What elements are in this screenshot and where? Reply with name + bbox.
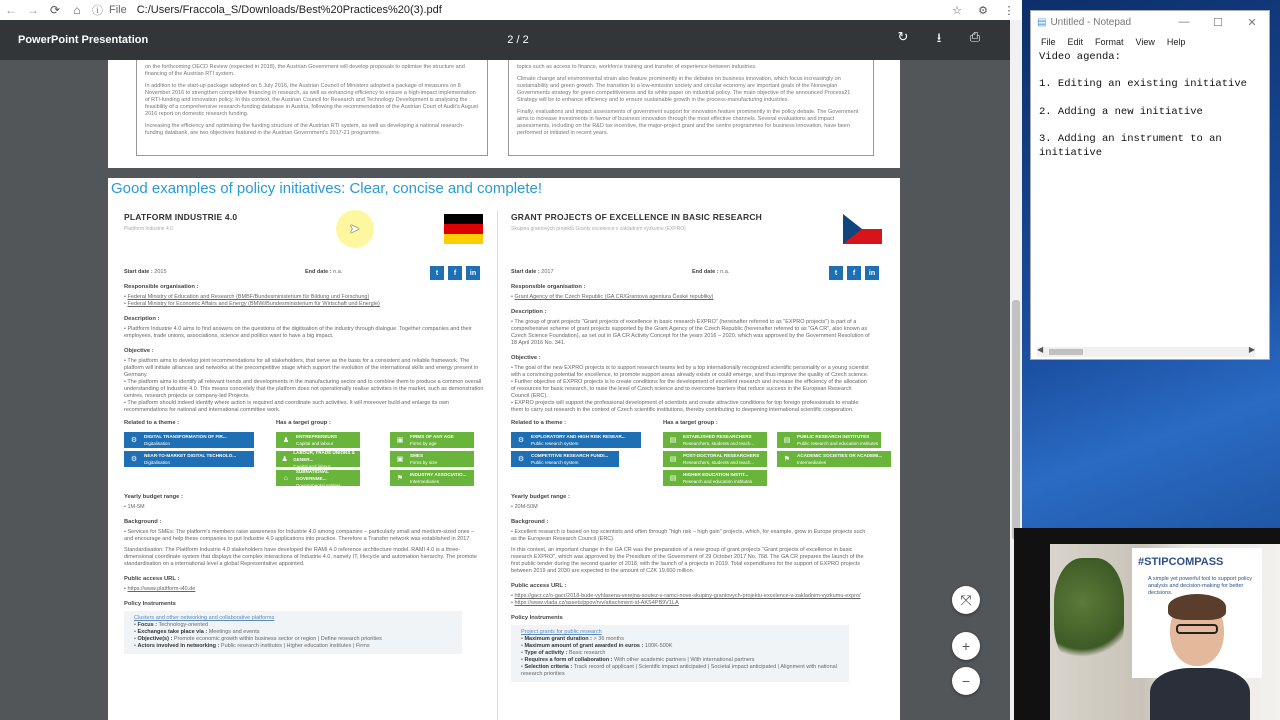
start-date-label: Start date : bbox=[124, 269, 153, 275]
policy-instruments-box: Clusters and other networking and collaborative platforms • Focus : Technology-oriented • Exchanges take place via : Meetings and events • Objective(s) : Promote economic growth within business sector or region | Define research priorities • Actors involved in networking : Public research institutes | Higher education institutes | Firms bbox=[124, 611, 462, 654]
notepad-menu-bar bbox=[1031, 33, 1269, 51]
start-date-value: 2017 bbox=[541, 269, 554, 275]
linkedin-icon[interactable]: in bbox=[466, 266, 480, 280]
notepad-titlebar[interactable] bbox=[1031, 11, 1269, 33]
target-icon: ▣ bbox=[396, 455, 404, 463]
target-tag[interactable] bbox=[390, 451, 474, 467]
target-icon: ▤ bbox=[669, 474, 677, 482]
tag-title: NEAR-TO-MARKET DIGITAL TECHNOLO... bbox=[144, 453, 237, 458]
target-tag[interactable] bbox=[276, 432, 360, 448]
background-text: Excellent research is based on top scientists and often through "high risk – high gain" projects, which, for example, grow in Europe projects such as the European Research Council (ERC). bbox=[511, 529, 866, 542]
tag-sub: Capital and labour bbox=[296, 441, 334, 446]
policy-instruments-box: Project grants for public research • Maximum grant duration : > 36 months • Maximum amount of grant awarded in euros : 100K-500K • Type of activity : Basic research • Requires a form of collaboration : With other academic partners | With international partners • Selection criteria : Track record of applicant | Scientific impact anticipated | Societal impact anticipated | Alignment with national research priorities bbox=[511, 625, 849, 682]
info-icon[interactable]: ⓘ bbox=[92, 5, 103, 17]
background-text: Services for SMEs: The platform's members raise awareness for Industrie 4.0 among companies – particularly small and medium-sized ones – and encourage and help these companies to put Industrie 4.0 applications into practice. Therefore a Transfer network was established in 2017. bbox=[124, 529, 475, 542]
czech-flag-icon bbox=[843, 214, 882, 244]
initiative-title: GRANT PROJECTS OF EXCELLENCE IN BASIC RESEARCH bbox=[511, 212, 763, 222]
url-scheme: File bbox=[109, 4, 127, 16]
webcam-overlay bbox=[1014, 528, 1280, 720]
theme-icon: ⚙ bbox=[130, 436, 138, 444]
responsible-org-link[interactable]: Federal Ministry of Education and Research (BMBF/Bundesministerium für Bildung und Forschung) bbox=[127, 294, 370, 300]
notepad-horizontal-scrollbar[interactable] bbox=[1037, 347, 1255, 357]
notepad-text-area[interactable]: Video agenda: 1. Editing an existing initiative 2. Adding a new initiative 3. Adding an instrument to an initiative bbox=[1039, 51, 1247, 159]
tag-sub: Research and education institutes bbox=[683, 479, 753, 484]
target-tag[interactable] bbox=[777, 432, 881, 448]
instrument-key: Maximum grant duration : bbox=[524, 636, 592, 642]
objective-item: The goal of the new EXPRO projects is to support research teams led by a top internationally recognized scientific personality or a young scientist with a convincing potential for excellence, to promote support areas already exists or could emerge, and thus improve the quality of Czech science. bbox=[511, 365, 869, 378]
poster-text: A simple yet powerful tool to support policy analysis and decision-making for better decisions. bbox=[1148, 576, 1252, 596]
target-label: Has a target group : bbox=[663, 420, 718, 426]
scrollbar-thumb[interactable] bbox=[1012, 300, 1020, 540]
theme-tag[interactable] bbox=[511, 432, 641, 448]
linkedin-icon[interactable]: in bbox=[865, 266, 879, 280]
theme-tag[interactable] bbox=[511, 451, 619, 467]
instrument-key: Requires a form of collaboration : bbox=[524, 657, 613, 663]
section-label: Policy Instruments bbox=[124, 601, 176, 607]
target-tag[interactable] bbox=[390, 432, 474, 448]
fit-page-icon: ⤧ bbox=[960, 591, 972, 608]
instrument-value: Promote economic growth within business sector or region | Define research priorities bbox=[173, 636, 382, 642]
menu-view[interactable]: View bbox=[1135, 37, 1155, 47]
tag-sub: Public research system bbox=[531, 441, 579, 446]
objective-item: The platform aims to develop joint recommendations for all stakeholders, that serve as the basis for a consistent and reliable framework. The platform will initiate alliances and networks at the precompetitive stage which support the evolution of the international skills and energy present in Germany. bbox=[124, 358, 479, 378]
close-icon[interactable]: ✕ bbox=[1247, 16, 1257, 29]
bookmark-star-icon[interactable]: ☆ bbox=[952, 4, 962, 17]
initiative-subtitle: Plattform Industrie 4.0 bbox=[124, 226, 173, 232]
pdf-toolbar bbox=[0, 20, 1010, 60]
instrument-link[interactable]: Project grants for public research bbox=[521, 629, 602, 635]
target-icon: ⚑ bbox=[783, 455, 791, 463]
home-icon[interactable]: ⌂ bbox=[73, 3, 81, 17]
section-label: Yearly budget range : bbox=[124, 494, 183, 500]
tag-title: POST-DOCTORAL RESEARCHERS bbox=[683, 453, 760, 458]
section-label: Objective : bbox=[511, 355, 541, 361]
target-tag[interactable] bbox=[390, 470, 474, 486]
section-label: Yearly budget range : bbox=[511, 494, 570, 500]
scroll-left-icon[interactable]: ◀ bbox=[1037, 345, 1044, 354]
instrument-value: Track record of applicant | Scientific impact anticipated | Societal impact anticipated | Alignment with national research priorities bbox=[521, 664, 837, 677]
plant-image bbox=[1054, 558, 1124, 668]
section-label: Background : bbox=[124, 519, 162, 525]
prev-left-paragraph: In addition to the start-up package adopted on 5 July 2016, the Austrian Council of Ministers adopted a package of measures on 8 November 2016 to strengthen competitive financing in research, as well as enhancing efficiency to ensure a high-impact implementation of RTI-funding and innovation policy. In this context, the Austrian Council for Research and Technology Development is analysing the feasibility of a comprehensive research-funding database in Austria, following the recommendation of the Austrian Court of Audit's August 2016 report on domestic research funding. bbox=[145, 83, 479, 117]
prev-page-left-column bbox=[136, 60, 488, 156]
public-url-link[interactable]: https://www.plattform-i40.de bbox=[127, 586, 196, 592]
tag-sub: Researchers, students and teach... bbox=[683, 441, 755, 446]
pdf-viewer[interactable] bbox=[0, 60, 1010, 720]
target-icon: ▤ bbox=[669, 436, 677, 444]
column-divider bbox=[497, 210, 498, 720]
public-url-link[interactable]: https://www.vlada.cz/assets/ppov/rvv/attachment-id-AKS4PB9V1LA bbox=[514, 600, 679, 606]
budget-value: 20M-50M bbox=[514, 504, 538, 510]
end-date-value: n.a. bbox=[720, 269, 730, 275]
start-date-label: Start date : bbox=[511, 269, 540, 275]
initiative-card-right: GRANT PROJECTS OF EXCELLENCE IN BASIC RESEARCH Skupina grantových projektů Granty excelence v základním výzkumu (EXPRO) t f in Start date : 2017 End date : n.a. Responsible organisation : • Grant Agency of the Czech Republic (GA CR/Grantová agentura České republiky) Description : • The group of grant projects "Grant projects of excellence in basic research EXPRO" (hereinafter referred to as "EXPRO projects") is part of a comprehensive scheme of grant projects supported by the Grant Agency of the Czech Republic (hereinafter referred to as "GA CR", also known as Czech Science Foundation), as set out in GA CR Activity Concept for the years 2016 – 2020, which was approved by the Government Resolution of 18 April 2016 No. 341. Objective : • The goal of the new EXPRO projects is to support research teams led by a top internationally recognized scientific personality or a young scientist with a convincing potential for excellence, to promote support areas already exists or could emerge, and thus improve the quality of Czech science. • Further objective of EXPRO projects is to create conditions for the development of excellent research and increase the efficiency of the allocation of resources for basic research, to raise the level of Czech science and to overcome barriers that reduce success in the European Research Council (ERC). • EXPRO projects will support the professional development of scientists and create attractive conditions for top foreign professionals to enable them to carry out research in the context of Czech scientific institutions, thereby contributing to deepening international scientific cooperation. Related to a theme : ⚙ EXPLORATORY AND HIGH RISK RESEAR... Public research system ⚙ COMPETITIVE RESEARCH FUNDI... Public research system Has a target group : ▤ ESTABLISHED RESEARCHERS Researchers, students and teach... ▤ PUBLIC RESEARCH INSTITUTES Public research and education institutes ▤ POST-DOCTORAL RESEARCHERS Researchers, students and teach... ⚑ ACADEMIC SOCIETIES OR ACADEMI... Intermediaries ▤ HIGHER EDUCATION INSTIT... Research and education institutes Yearly budget range : • 20M-50M Background : • Excellent research is based on top scientists and often through "high risk – high gain" projects, which, for example, grow in Europe projects such as the European Research Council (ERC). In this context, an important change in the GA CR was the preparation of a new group of grant projects "Grant projects of excellence in basic research EXPRO", which was approved by the Presidium of the Government of 29 October 2017 No. 768. The GA CR prepares the launch of the first public tender during the second quarter of 2018, with the launch of a projects in 2019. Total expenditures for the support of EXPRO projects between 2019 and 2030 are expected to the amount of CZK 19,600 million. Public access URL : • https://gacr.cz/o-gacr/2018-bude-vyhlasena-verejna-soutez-v-ramci-nove-skupiny-grantovych-projektu-excelence-v-zakladnim-vyzkumu-expro/ • https://www.vlada.cz/assets/ppov/rvv/attachment-id-AKS4PB9V1LA Policy Instruments Project grants for public research • Maximum grant duration : > 36 months • Maximum amount of grant awarded in euros : 100K-500K • Type of activity : Basic research • Requires a form of collaboration : With other academic partners | With international partners • Selection criteria : Track record of applicant | Scientific impact anticipated | Societal impact anticipated | Alignment with national research priorities bbox=[511, 214, 881, 233]
target-icon: ♟ bbox=[282, 436, 290, 444]
tag-title: EXPLORATORY AND HIGH RISK RESEAR... bbox=[531, 434, 626, 439]
target-icon: ▤ bbox=[669, 455, 677, 463]
facebook-icon[interactable]: f bbox=[847, 266, 861, 280]
extension-icon[interactable]: ⚙ bbox=[978, 4, 988, 17]
back-icon[interactable]: ← bbox=[5, 3, 17, 17]
scroll-right-icon[interactable]: ▶ bbox=[1248, 345, 1255, 354]
budget-value: 1M-5M bbox=[127, 504, 145, 510]
target-tag[interactable] bbox=[663, 451, 767, 467]
theme-icon: ⚙ bbox=[517, 455, 525, 463]
objective-item: The platform should indeed identify where action is required and coordinate such activities. It will moreover build and enlarge its own recommendations for national and international committee work. bbox=[124, 400, 449, 413]
target-tag[interactable] bbox=[276, 470, 360, 486]
menu-help[interactable]: Help bbox=[1166, 37, 1186, 47]
dates-row bbox=[124, 269, 424, 276]
target-icon: ⚑ bbox=[396, 474, 404, 482]
tag-title: SUBNATIONAL GOVERNME... bbox=[295, 468, 329, 481]
germany-flag-icon bbox=[444, 214, 483, 244]
instrument-key: Objective(s) : bbox=[137, 636, 173, 642]
responsible-org-link[interactable]: Federal Ministry for Economic Affairs and Energy (BMWi/Bundesministerium für Wirtschaft und Energie) bbox=[127, 301, 380, 307]
mouse-cursor-icon: ➤ bbox=[349, 221, 360, 236]
url-field[interactable]: C:/Users/Fraccola_S/Downloads/Best%20Practices%20(3).pdf bbox=[136, 4, 442, 16]
prev-left-paragraph: Increasing the efficiency and optimising the funding structure of the Austrian RTI system, as well as developing a national research-funding databank, are two objectives featured in the Austrian Government's 2017-21 programme. bbox=[145, 123, 464, 136]
zoom-in-button[interactable] bbox=[952, 632, 980, 660]
tag-title: COMPETITIVE RESEARCH FUNDI... bbox=[531, 453, 609, 458]
dates-row bbox=[511, 269, 811, 276]
poster-title: #STIPCOMPASS bbox=[1138, 556, 1224, 568]
target-tag[interactable] bbox=[276, 451, 360, 467]
initiative-title: PLATFORM INDUSTRIE 4.0 bbox=[124, 212, 238, 222]
forward-icon[interactable]: → bbox=[27, 3, 39, 17]
target-icon: ♟ bbox=[281, 455, 288, 463]
responsible-org-link[interactable]: Grant Agency of the Czech Republic (GA CR/Grantová agentura České republiky) bbox=[514, 294, 714, 300]
theme-tag[interactable] bbox=[124, 432, 254, 448]
print-icon[interactable]: ⎙ bbox=[969, 29, 981, 44]
tag-title: INDUSTRY ASSOCIATIO... bbox=[410, 472, 467, 477]
target-tag[interactable] bbox=[777, 451, 891, 467]
menu-edit[interactable]: Edit bbox=[1067, 37, 1084, 47]
tag-title: HIGHER EDUCATION INSTIT... bbox=[683, 472, 749, 477]
start-date-value: 2015 bbox=[154, 269, 167, 275]
download-icon[interactable]: ⭳ bbox=[936, 30, 942, 45]
tag-sub: Researchers, students and teach... bbox=[683, 460, 755, 465]
tag-sub: Public research system bbox=[531, 460, 579, 465]
tag-sub: Intermediaries bbox=[410, 479, 440, 484]
zoom-out-button[interactable] bbox=[952, 667, 980, 695]
objective-item: Further objective of EXPRO projects is to create conditions for the development of excellent research and increase the efficiency of the allocation of resources for basic research, to raise the level of Czech science and to overcome barriers that reduce success in the European Research Council (ERC). bbox=[511, 379, 867, 399]
initiative-subtitle: Skupina grantových projektů Granty excelence v základním výzkumu (EXPRO) bbox=[511, 226, 686, 232]
previous-page bbox=[108, 60, 900, 168]
facebook-icon[interactable]: f bbox=[448, 266, 462, 280]
pdf-title: PowerPoint Presentation bbox=[18, 34, 149, 46]
pdf-page bbox=[108, 178, 900, 720]
notepad-scroll-thumb[interactable] bbox=[1049, 349, 1083, 355]
tag-title: DIGITAL TRANSFORMATION OF FIR... bbox=[144, 434, 227, 439]
instrument-value: Public research institutes | Higher education institutes | Firms bbox=[220, 643, 370, 649]
maximize-icon[interactable]: ☐ bbox=[1213, 16, 1223, 29]
page-indicator[interactable]: 2 / 2 bbox=[507, 34, 529, 46]
section-label: Responsible organisation : bbox=[124, 284, 199, 290]
background-text: Standardisation: The Plattform Industrie 4.0 stakeholders have developed the RAMI 4.0 reference architecture model. RAMI 4.0 is a three-dimensional coordinate system that displays the complex interactions of Industrie 4.0, namely IT, lifecycle and automation hierarchy. The promote standardisation on a international level a global Representative appointed. bbox=[124, 547, 477, 567]
notepad-app-icon: ▤ bbox=[1037, 16, 1047, 28]
tag-title: ESTABLISHED RESEARCHERS bbox=[683, 434, 752, 439]
twitter-icon[interactable]: t bbox=[430, 266, 444, 280]
menu-format[interactable]: Format bbox=[1095, 37, 1124, 47]
instrument-value: Technology-oriented bbox=[158, 622, 209, 628]
tag-title: LABOUR, TRADE UNIONS & GENER... bbox=[293, 449, 355, 462]
objective-item: The platform aims to identify all relevant trends and developments in the manufacturing sector and to combine them to produce a common overall understanding of Industrie 4.0. This means concretely that the platform does not operationally realise activities in the market, such as demonstration centres, research projects or company-led Projects. bbox=[124, 379, 484, 399]
target-label: Has a target group : bbox=[276, 420, 331, 426]
prev-right-paragraph: Climate change and environmental strain also feature prominently in the debates on business innovation, which focus increasingly on sustainability and green growth. The transition to a low-emission society and circular economy are important goals of the Norwegian Governments strategy for green competitiveness and its white paper on industrial policy. The main objective of the announced Process21 Strategy will be to enhance efficiency and to ensure sustainable growth in the process-manufacturing industries. bbox=[517, 76, 851, 103]
twitter-icon[interactable]: t bbox=[829, 266, 843, 280]
public-url-link[interactable]: https://gacr.cz/o-gacr/2018-bude-vyhlasena-verejna-soutez-v-ramci-nove-skupiny-grantovych-projektu-excelence-v-zakladnim-vyzkumu-expro/ bbox=[514, 593, 861, 599]
section-label: Policy Instruments bbox=[511, 615, 563, 621]
section-label: Description : bbox=[124, 316, 160, 322]
theme-label: Related to a theme : bbox=[511, 420, 567, 426]
fit-page-button[interactable] bbox=[952, 586, 980, 614]
description-text: Plattform Industrie 4.0 aims to find answers on the questions of the digitisation of the industry through dialogue. Together companies and their employees, trade unions, associations, science and politics want to have a big impact. bbox=[124, 326, 472, 339]
instrument-key: Type of activity : bbox=[524, 650, 568, 656]
prev-right-paragraph: Finally, evaluations and impact assessments of government support for innovation feature prominently in the policy debate. The Government aims to increase investments in favour of business innovation through the most effective channels. Several evaluations and impact assessments, including on the R&D tax incentive, the major-project grant and the centre programmes for business innovation, have been performed or initiated in recent years. bbox=[517, 109, 859, 136]
presenter-image bbox=[1150, 598, 1250, 720]
objective-item: EXPRO projects will support the professional development of scientists and create attractive conditions for top foreign professionals to enable them to carry out research in the context of Czech scientific institutions, thereby contributing to deepening international scientific cooperation. bbox=[511, 400, 859, 413]
initiative-card-left: PLATFORM INDUSTRIE 4.0 Plattform Industrie 4.0 t f in Start date : 2015 End date : n.a. Responsible organisation : • Federal Ministry of Education and Research (BMBF/Bundesministerium für Bildung und Forschung) • Federal Ministry for Economic Affairs and Energy (BMWi/Bundesministerium für Wirtschaft und Energie) Description : • Plattform Industrie 4.0 aims to find answers on the questions of the digitisation of the industry through dialogue. Together companies and their employees, trade unions, associations, science and politics want to have a big impact. Objective : • The platform aims to develop joint recommendations for all stakeholders, that serve as the basis for a consistent and reliable framework. The platform will initiate alliances and networks at the precompetitive stage which support the evolution of the international skills and energy present in Germany. • The platform aims to identify all relevant trends and developments in the manufacturing sector and to combine them to produce a common overall understanding of Industrie 4.0. This means concretely that the platform does not operationally realise activities in the market, such as demonstration centres, research projects or company-led Projects. • The platform should indeed identify where action is required and coordinate such activities. It will moreover build and enlarge its own recommendations for national and international committee work. Related to a theme : ⚙ DIGITAL TRANSFORMATION OF FIR... Digitalisation ⚙ NEAR-TO-MARKET DIGITAL TECHNOLO... Digitalisation Has a target group : ♟ ENTREPRENEURS Capital and labour ▣ FIRMS OF ANY AGE Firms by age ♟ LABOUR, TRADE UNIONS & GENER... Capital and labour ▣ SMES Firms by size ⌂ SUBNATIONAL GOVERNME... Governmental entities ⚑ INDUSTRY ASSOCIATIO... Intermediaries Yearly budget range : • 1M-5M Background : • Services for SMEs: The platform's members raise awareness for Industrie 4.0 among companies – particularly small and medium-sized ones – and encourage and help these companies to put Industrie 4.0 applications into practice. Therefore a Transfer network was established in 2017. Standardisation: The Plattform Industrie 4.0 stakeholders have developed the RAMI 4.0 reference architecture model. RAMI 4.0 is a three-dimensional coordinate system that displays the complex interactions of Industrie 4.0, namely IT, lifecycle and automation hierarchy. The promote standardisation on a international level a global Representative appointed. Public access URL : • https://www.plattform-i40.de Policy Instruments Clusters and other networking and collaborative platforms • Focus : Technology-oriented • Exchanges take place via : Meetings and events • Objective(s) : Promote economic growth within business sector or region | Define research priorities • Actors involved in networking : Public research institutes | Higher education institutes | Firms bbox=[124, 214, 494, 233]
instrument-key: Exchanges take place via : bbox=[137, 629, 208, 635]
instrument-key: Actors involved in networking : bbox=[137, 643, 220, 649]
tag-sub: Firms by age bbox=[410, 441, 437, 446]
description-text: The group of grant projects "Grant projects of excellence in basic research EXPRO" (hereinafter referred to as "EXPRO projects") is part of a comprehensive scheme of grant projects supported by the Grant Agency of the Czech Republic (hereinafter referred to as "GA CR", also known as Czech Science Foundation), as set out in GA CR Activity Concept for the years 2016 – 2020, which was approved by the Government Resolution of 18 April 2016 No. 341. bbox=[511, 319, 870, 346]
end-date-label: End date : bbox=[305, 269, 332, 275]
tag-sub: Intermediaries bbox=[797, 460, 827, 465]
end-date-value: n.a. bbox=[333, 269, 343, 275]
background-text: In this context, an important change in the GA CR was the preparation of a new group of grant projects "Grant projects of excellence in basic research EXPRO", which was approved by the Presidium of the Government of 29 October 2017 No. 768. The GA CR prepares the launch of the first public tender during the second quarter of 2018, with the launch of a projects in 2019. Total expenditures for the support of EXPRO projects between 2019 and 2030 are expected to the amount of CZK 19,600 million. bbox=[511, 547, 864, 574]
tag-title: PUBLIC RESEARCH INSTITUTES bbox=[797, 434, 870, 439]
reload-icon[interactable]: ⟳ bbox=[49, 3, 61, 17]
tag-sub: Governmental entities bbox=[295, 482, 341, 488]
instrument-link[interactable]: Clusters and other networking and collaborative platforms bbox=[134, 615, 275, 621]
section-label: Background : bbox=[511, 519, 549, 525]
theme-icon: ⚙ bbox=[130, 455, 138, 463]
target-icon: ⌂ bbox=[283, 474, 289, 482]
menu-file[interactable]: File bbox=[1041, 37, 1056, 47]
prev-left-paragraph: on the forthcoming OECD Review (expected in 2018), the Austrian Government will develop proposals to optimise the structure and financing of the Austrian RTI system. bbox=[145, 64, 465, 77]
minus-icon: − bbox=[961, 673, 971, 689]
instrument-value: Meetings and events bbox=[208, 629, 260, 635]
tag-sub: Firms by size bbox=[410, 460, 438, 465]
notepad-window[interactable] bbox=[1030, 10, 1270, 360]
theme-icon: ⚙ bbox=[517, 436, 525, 444]
section-label: Public access URL : bbox=[124, 576, 180, 582]
plus-icon: + bbox=[961, 638, 971, 654]
menu-kebab-icon[interactable]: ⋮ bbox=[1003, 4, 1015, 17]
theme-label: Related to a theme : bbox=[124, 420, 180, 426]
prev-page-right-column bbox=[508, 60, 874, 156]
target-icon: ▤ bbox=[783, 436, 791, 444]
notepad-title: Untitled - Notepad bbox=[1050, 16, 1132, 28]
browser-address-bar bbox=[0, 0, 1022, 20]
tag-sub: Capital and labour bbox=[293, 463, 331, 469]
instrument-value: With other academic partners | With international partners bbox=[614, 657, 755, 663]
target-icon: ▣ bbox=[396, 436, 404, 444]
tag-title: ENTREPRENEURS bbox=[296, 434, 338, 439]
tag-title: SMES bbox=[410, 453, 424, 458]
target-tag[interactable] bbox=[663, 470, 767, 486]
end-date-label: End date : bbox=[692, 269, 719, 275]
section-label: Responsible organisation : bbox=[511, 284, 586, 290]
instrument-key: Maximum amount of grant awarded in euros : bbox=[524, 643, 644, 649]
tag-title: FIRMS OF ANY AGE bbox=[410, 434, 454, 439]
instrument-value: 100K-500K bbox=[644, 643, 673, 649]
tag-title: ACADEMIC SOCIETIES OR ACADEMI... bbox=[797, 453, 883, 458]
section-label: Objective : bbox=[124, 348, 154, 354]
minimize-icon[interactable]: — bbox=[1178, 15, 1190, 28]
target-tag[interactable] bbox=[663, 432, 767, 448]
rotate-icon[interactable]: ↻ bbox=[897, 29, 909, 44]
theme-tag[interactable] bbox=[124, 451, 254, 467]
tag-sub: Digitalisation bbox=[144, 460, 171, 465]
page-heading: Good examples of policy initiatives: Clear, concise and complete! bbox=[111, 180, 543, 197]
prev-right-paragraph: topics such as access to finance, workforce training and transfer of experience between industries. bbox=[517, 64, 757, 70]
section-label: Description : bbox=[511, 309, 547, 315]
instrument-key: Selection criteria : bbox=[524, 664, 573, 670]
tag-sub: Digitalisation bbox=[144, 441, 171, 446]
tag-sub: Public research and education institutes bbox=[797, 441, 879, 446]
instrument-key: Focus : bbox=[137, 622, 158, 628]
instrument-value: Basic research bbox=[569, 650, 606, 656]
section-label: Public access URL : bbox=[511, 583, 567, 589]
instrument-value: > 36 months bbox=[593, 636, 624, 642]
